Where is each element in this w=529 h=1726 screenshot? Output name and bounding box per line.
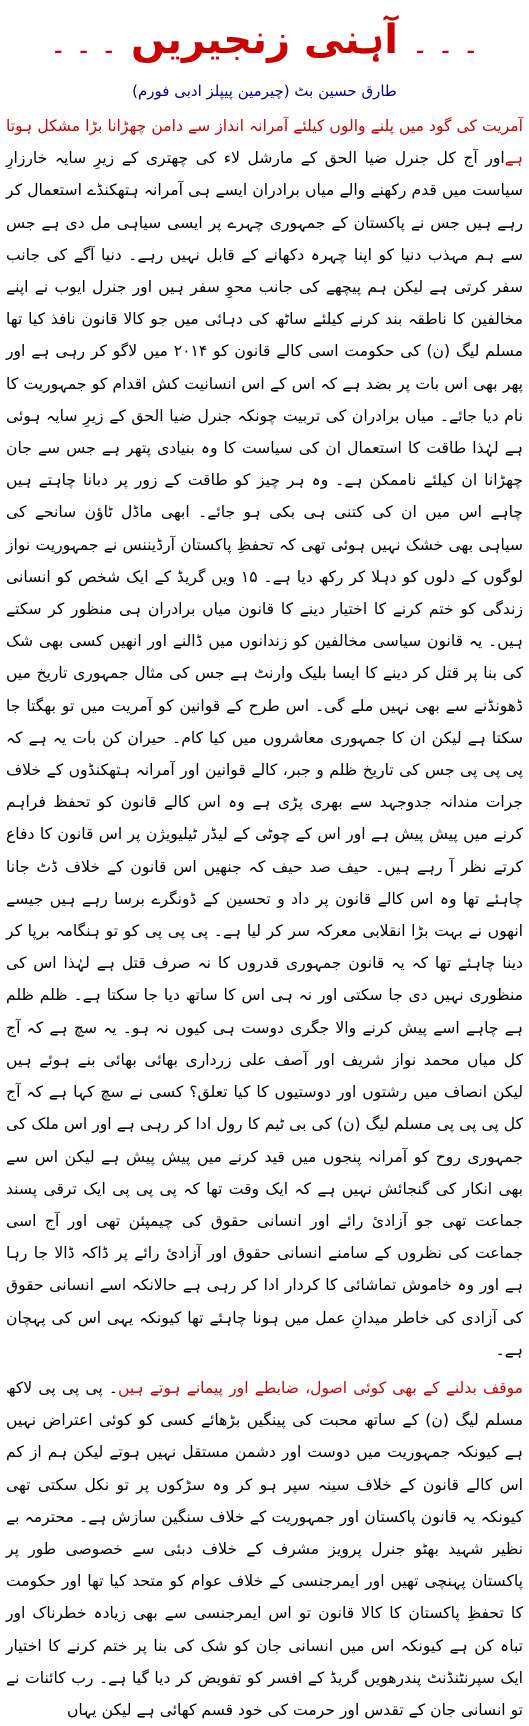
- paragraph-1: [6, 110, 523, 1366]
- author-byline: طارق حسین بٹ (چیرمین پیپلز ادبی فورم): [132, 82, 397, 100]
- paragraph-2-lead: موقف بدلنے کے بھی کوئی اصول، ضابطے اور پیمانے ہوتے ہیں: [117, 1378, 523, 1397]
- title-dash-right: ۔ ۔ ۔: [411, 27, 479, 60]
- title-dash-left: ۔ ۔ ۔: [50, 27, 118, 60]
- paragraph-2-body: ۔ پی پی پی لاکھ مسلم لیگ (ن) کے ساتھ محبت کی پینگیں بڑھائے کسی کو کوئی اعتراض نہیں ہے کیونکہ جمہوریت میں دوست اور دشمن مستقل نہیں ہوتے لیکن ہم از کم اس کالے قانون کے خلاف سینہ سپر ہو کر وہ سڑکوں پر تو نکل سکتی تھی کیونکہ یہ قانون پاکستان اور جمہوریت کے خلاف سنگین سازش ہے۔ محترمہ بے نظیر شہید بھٹو جنرل پرویز مشرف کے خلاف دبئی سے خصوصی طور پر پاکستان پہنچی تھیں اور ایمرجنسی کے خلاف عوام کو متحد کیا تھا اور حکومت کا تحفظِ پاکستان کا کالا قانون تو اس ایمرجنسی سے بھی زیادہ خطرناک اور تباہ کن ہے کیونکہ اس میں انسانی جان کو شک کی بنا پر ختم کرنے کا اختیار ایک سپرنٹنڈنٹ پندرھویں گریڈ کے افسر کو تفویض کر دیا گیا ہے۔ رب کائنات نے تو انسانی جان کے تقدس اور حرمت کی خود قسم کھائی ہے لیکن یہاں: [6, 1378, 523, 1719]
- paragraph-2: [6, 1372, 523, 1726]
- paragraph-1-body: اور آج کل جنرل ضیا الحق کے مارشل لاء کی چھتری کے زیرِ سایہ خارزارِ سیاست میں قدم رکھنے والے میاں برادران ایسے ہی آمرانہ ہتھکنڈے استعمال کر رہے ہیں جس نے پاکستان کے جمہوری چہرے پر ایسی سیاہی مل دی ہے جس سے ہم مہذب دنیا کو اپنا چہرہ دکھانے کے قابل نہیں رہے۔ دنیا آگے کی جانب سفر کرتی ہے لیکن ہم پیچھے کی جانب محوِ سفر ہیں اور جنرل ایوب نے اپنے مخالفین کا ناطقہ بند کرنے کیلئے ساٹھ کی دہائی میں جو کالا قانون نافذ کیا تھا مسلم لیگ (ن) کی حکومت اسی کالے قانون کو ۲۰۱۴ میں لاگو کر رہی ہے اور پھر بھی اس بات پر بضد ہے کہ اس کے اس انسانیت کش اقدام کو جمہوریت کا نام دیا جائے۔ میاں برادران کی تربیت چونکہ جنرل ضیا الحق کے زیرِ سایہ ہوئی ہے لہٰذا طاقت کا استعمال ان کی سیاست کا وہ بنیادی پتھر ہے جس سے جان چھڑانا ان کیلئے ناممکن ہے۔ وہ ہر چیز کو طاقت کے زور پر دبانا چاہتے ہیں چاہے اس میں ان کی کتنی ہی بکی ہو جائے۔ ابھی ماڈل ٹاؤن سانحے کی سیاہی بھی خشک نہیں ہوئی تھی کہ تحفظِ پاکستان آرڈیننس نے جمہوریت نواز لوگوں کے دلوں کو دہلا کر رکھ دیا ہے۔ ۱۵ ویں گریڈ کے ایک شخص کو انسانی زندگی کو ختم کرنے کا اختیار دینے کا قانون میاں برادران ہی منظور کر سکتے ہیں۔ یہ قانون سیاسی مخالفین کو زندانوں میں ڈالنے اور انھیں کسی بھی شک کی بنا پر قتل کر دینے کا ایسا بلیک وارنٹ ہے جس کی مثال جمہوری تاریخ میں ڈھونڈنے سے بھی نہیں ملے گی۔ اس طرح کے قوانین کو آمریت میں تو بھگتا جا سکتا ہے لیکن ان کا جمہوری معاشروں میں کیا کام۔ حیران کن بات یہ ہے کہ پی پی پی جس کی تاریخ ظلم و جبر، کالے قوانین اور آمرانہ ہتھکنڈوں کے خلاف جرات مندانہ جدوجہد سے بھری پڑی ہے وہ اس کالے قانون کو تحفظ فراہم کرنے میں پیش پیش ہے اور اس کے چوٹی کے لیڈر ٹیلیویژن پر اس قانون کا دفاع کرتے نظر آ رہے ہیں۔ حیف صد حیف کہ جنھیں اس قانون کے خلاف ڈٹ جانا چاہئے تھا وہ اس کالے قانون پر داد و تحسین کے ڈونگرے برسا رہے ہیں جیسے انھوں نے بہت بڑا انقلابی معرکہ سر کر لیا ہے۔ پی پی پی کو تو ہنگامہ برپا کر دینا چاہئے تھا کہ یہ قانون جمہوری قدروں کا نہ صرف قتل ہے لہٰذا اس کی منظوری نہیں دی جا سکتی اور نہ ہی اس کا ساتھ دیا جا سکتا ہے۔ ظلم ظلم ہے چاہے اسے پیش کرنے والا جگری دوست ہی کیوں نہ ہو۔ یہ سچ ہے کہ آج کل میاں محمد نواز شریف اور آصف علی زرداری بھائی بھائی بنے ہوئے ہیں لیکن انصاف میں رشتوں اور دوستیوں کا کیا تعلق؟ کسی نے سچ کہا ہے کہ آج کل پی پی پی مسلم لیگ (ن) کی بی ٹیم کا رول ادا کر رہی ہے اور اس ملک کی جمہوری روح کو آمرانہ پنجوں میں قید کرنے میں پیش پیش ہے لیکن اس سے بھی انکار کی گنجائش نہیں ہے کہ ایک وقت تھا کہ پی پی پی ایک ترقی پسند جماعت تھی جو آزادیٔ رائے اور انسانی حقوق کی چیمپئن تھی اور آج اسی جماعت کی نظروں کے سامنے انسانی حقوق اور آزادیٔ رائے پر ڈاکہ ڈالا جا رہا ہے اور وہ خاموش تماشائی کا کردار ادا کر رہی ہے حالانکہ اسے انسانی حقوق کی آزادی کی خاطر میدانِ عمل میں ہونا چاہئے تھا کیونکہ یہی اس کی پہچان ہے۔: [6, 149, 523, 1359]
- paragraph-1-lead: آمریت کی گود میں پلنے والوں کیلئے آمرانہ انداز سے دامن چھڑانا بڑا مشکل ہوتا ہے: [6, 117, 523, 168]
- article-title: [6, 4, 523, 76]
- title-text: آہنی زنجیریں: [131, 17, 398, 63]
